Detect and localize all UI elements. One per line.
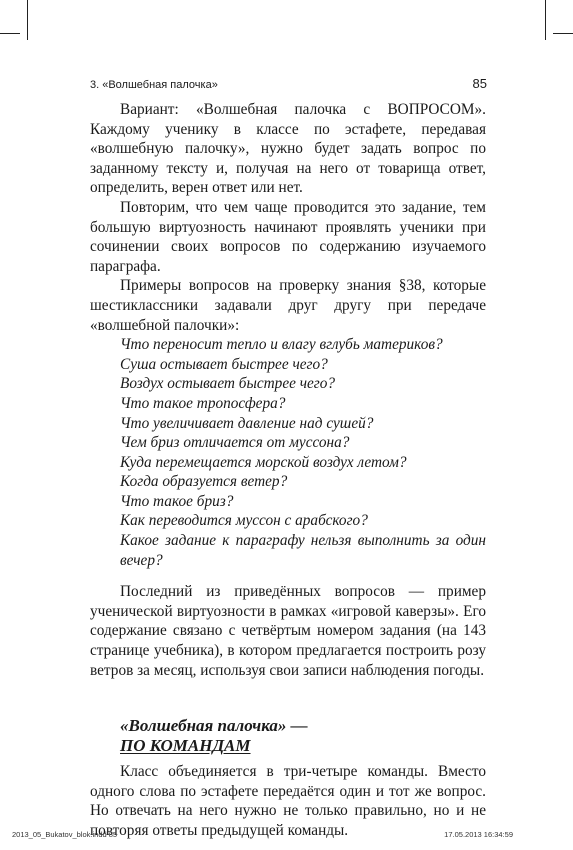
paragraph: Вариант: «Волшебная палочка с ВОПРОСОМ». Каждому ученику в классе по эстафете, передавая «волшебную палочку», нужно будет задать вопрос по заданному тексту и, получая на него от товарища ответ, определить, верен ответ или нет. [90,101,486,197]
question-item: Как переводится муссон с арабского? [120,512,368,530]
question-item: Когда образуется ветер? [120,473,288,491]
slug-timestamp: 17.05.2013 16:34:59 [444,830,513,839]
paragraph: Повторим, что чем чаще проводится это задание, тем большую виртуозность начинают проявлять ученики при сочинении своих вопросов по содержанию изучаемого параграфа. [90,198,486,275]
page-body [90,100,486,841]
slug-filename: 2013_05_Bukatov_blok.indd 85 [12,830,118,839]
question-list [90,335,486,570]
crop-mark [0,33,20,34]
crop-mark [545,0,546,40]
paragraph: Класс объединяется в три-четыре команды. Вместо одного слова по эстафете передаётся один и тот же вопрос. Но отвечать на него нужно не только правильно, но и не повторяя ответы предыдущей команды. [90,763,486,839]
question-item: Воздух остывает быстрее чего? [120,375,336,393]
crop-mark [553,33,573,34]
question-item: Что увеличивает давление над сушей? [120,414,374,432]
section-heading-line1: «Волшебная палочка» — [120,716,308,736]
section-heading [90,716,486,756]
print-slug [0,830,573,842]
chapter-title: 3. «Волшебная палочка» [90,79,218,91]
paragraph: Примеры вопросов на проверку знания §38, которые шестиклассники задавали друг другу при передаче «волшебной палочки»: [90,277,486,334]
running-header [90,76,487,92]
question-item: Чем бриз отличается от муссона? [120,434,350,452]
question-item-continuation: вечер? [120,551,163,569]
question-item: Куда перемещается морской воздух летом? [120,453,407,471]
paragraph: Последний из приведённых вопросов — пример ученической виртуозности в рамках «игровой каверзы». Его содержание связано с четвёртым номером задания (на 143 странице учебника), в котором предлагается построить розу ветров за месяц, используя свои записи наблюдения погоды. [90,583,486,679]
question-item: Что такое тропосфера? [120,394,286,412]
section-heading-line2: ПО КОМАНДАМ [120,736,251,756]
question-item: Что такое бриз? [120,492,234,510]
question-item: Что переносит тепло и влагу вглубь материков? [120,336,443,354]
page-number: 85 [472,76,487,91]
crop-mark [27,0,28,40]
question-item: Какое задание к параграфу нельзя выполнить за один [120,532,486,550]
question-item: Суша остывает быстрее чего? [120,355,328,373]
